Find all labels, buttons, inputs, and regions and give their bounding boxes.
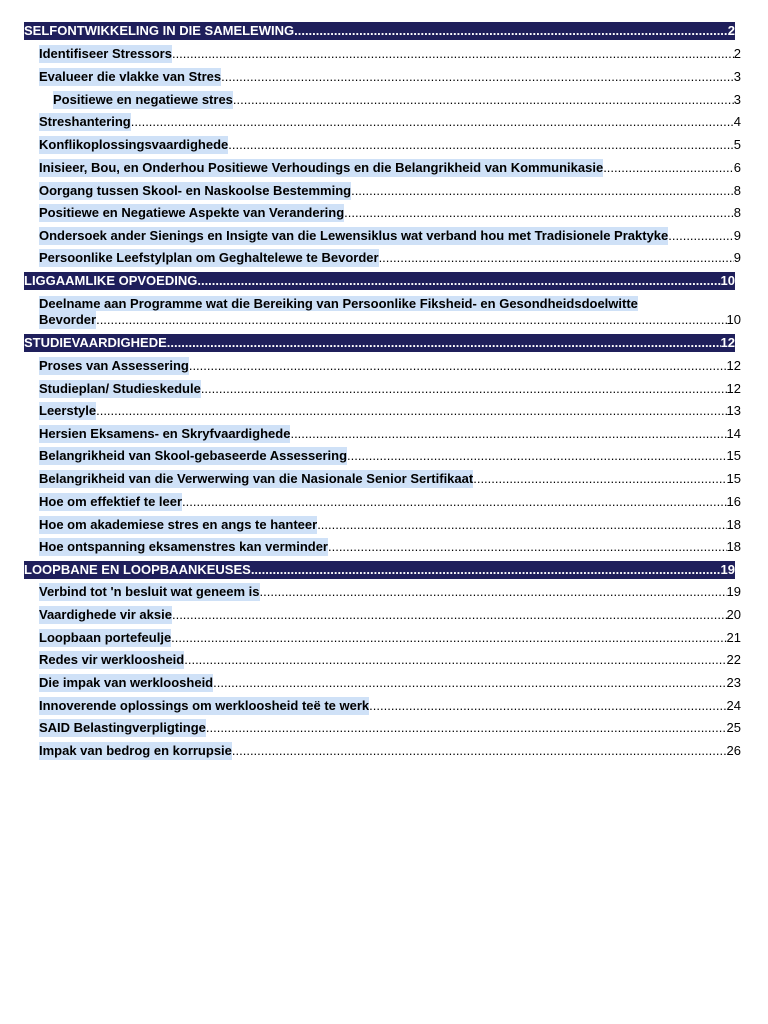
toc-page-number: 8 bbox=[733, 183, 741, 198]
toc-leader-dots bbox=[228, 136, 734, 154]
toc-leader-dots bbox=[294, 22, 728, 40]
toc-leader-dots bbox=[172, 45, 734, 63]
toc-leader-dots bbox=[96, 311, 726, 329]
toc-leader-dots bbox=[351, 182, 734, 200]
toc-entry[interactable] bbox=[0, 357, 768, 375]
toc-leader-dots bbox=[290, 425, 726, 443]
toc-entry[interactable] bbox=[0, 380, 768, 398]
toc-page-number: 14 bbox=[726, 426, 741, 441]
toc-entry-title: Belangrikheid van Skool-gebaseerde Assessering bbox=[39, 448, 348, 463]
toc-page-number: 19 bbox=[726, 584, 741, 599]
toc-page-number: 24 bbox=[726, 698, 741, 713]
toc-entry-title: Die impak van werkloosheid bbox=[39, 675, 214, 690]
toc-leader-dots bbox=[232, 742, 727, 760]
toc-page-number: 9 bbox=[733, 250, 741, 265]
toc-entry[interactable] bbox=[0, 516, 768, 534]
toc-leader-dots bbox=[251, 561, 721, 579]
toc-entry-title-line1-text: Deelname aan Programme wat die Bereiking van Persoonlike Fiksheid- en Gesondheidsdoelwitte bbox=[39, 296, 638, 311]
toc-leader-dots bbox=[96, 402, 726, 420]
toc-entry[interactable] bbox=[0, 493, 768, 511]
toc-leader-dots bbox=[131, 113, 734, 131]
toc-section-title: STUDIEVAARDIGHEDE bbox=[24, 335, 167, 350]
toc-entry[interactable] bbox=[0, 447, 768, 465]
toc-section-studievaardighede[interactable] bbox=[0, 334, 768, 352]
toc-page-number: 19 bbox=[720, 562, 735, 577]
toc-entry-title: Belangrikheid van die Verwerwing van die Nasionale Senior Sertifikaat bbox=[39, 471, 474, 486]
toc-entry[interactable] bbox=[0, 402, 768, 420]
toc-page-number: 5 bbox=[733, 137, 741, 152]
toc-leader-dots bbox=[344, 204, 734, 222]
toc-page-number: 22 bbox=[726, 652, 741, 667]
toc-entry[interactable] bbox=[0, 311, 768, 329]
toc-entry[interactable] bbox=[0, 719, 768, 737]
toc-page-number: 16 bbox=[726, 494, 741, 509]
toc-subentry[interactable] bbox=[0, 91, 768, 109]
toc-entry-title: Positiewe en negatiewe stres bbox=[53, 92, 233, 107]
toc-page-number: 9 bbox=[733, 228, 741, 243]
toc-leader-dots bbox=[328, 538, 727, 556]
toc-entry[interactable] bbox=[0, 470, 768, 488]
toc-page-number: 21 bbox=[726, 630, 741, 645]
toc-entry-title: Hoe om akademiese stres en angs te hanteer bbox=[39, 517, 318, 532]
toc-entry[interactable] bbox=[0, 68, 768, 86]
toc-entry-title: Redes vir werkloosheid bbox=[39, 652, 185, 667]
toc-leader-dots bbox=[603, 159, 734, 177]
toc-page-number: 10 bbox=[726, 312, 741, 327]
toc-page-number: 15 bbox=[726, 471, 741, 486]
toc-entry-title: Streshantering bbox=[39, 114, 131, 129]
toc-entry[interactable] bbox=[0, 45, 768, 63]
toc-page-number: 18 bbox=[726, 539, 741, 554]
toc-leader-dots bbox=[201, 380, 727, 398]
toc-entry-title: Impak van bedrog en korrupsie bbox=[39, 743, 232, 758]
toc-leader-dots bbox=[167, 334, 721, 352]
toc-entry-title: Inisieer, Bou, en Onderhou Positiewe Verhoudings en die Belangrikheid van Kommunikasie bbox=[39, 160, 604, 175]
toc-section-liggaamlike-opvoeding[interactable] bbox=[0, 272, 768, 290]
toc-page-number: 12 bbox=[726, 358, 741, 373]
toc-page-number: 25 bbox=[726, 720, 741, 735]
toc-page-number: 18 bbox=[726, 517, 741, 532]
toc-leader-dots bbox=[260, 583, 727, 601]
toc-entry[interactable] bbox=[0, 113, 768, 131]
toc-leader-dots bbox=[184, 651, 726, 669]
toc-leader-dots bbox=[182, 493, 726, 511]
toc-page-number: 4 bbox=[733, 114, 741, 129]
toc-entry[interactable] bbox=[0, 651, 768, 669]
toc-leader-dots bbox=[347, 447, 727, 465]
toc-page-number: 3 bbox=[733, 69, 741, 84]
toc-entry[interactable] bbox=[0, 227, 768, 245]
toc-leader-dots bbox=[473, 470, 726, 488]
toc-entry[interactable] bbox=[0, 674, 768, 692]
toc-leader-dots bbox=[172, 606, 727, 624]
toc-entry[interactable] bbox=[0, 204, 768, 222]
toc-section-title: LOOPBANE EN LOOPBAANKEUSES bbox=[24, 562, 251, 577]
toc-leader-dots bbox=[189, 357, 727, 375]
toc-leader-dots bbox=[668, 227, 734, 245]
toc-section-loopbane[interactable] bbox=[0, 561, 768, 579]
toc-entry-title: Vaardighede vir aksie bbox=[39, 607, 172, 622]
toc-entry[interactable] bbox=[0, 182, 768, 200]
toc-leader-dots bbox=[197, 272, 720, 290]
toc-entry-title: Studieplan/ Studieskedule bbox=[39, 381, 201, 396]
toc-entry-title: Identifiseer Stressors bbox=[39, 46, 172, 61]
toc-leader-dots bbox=[206, 719, 727, 737]
toc-entry-title: Konflikoplossingsvaardighede bbox=[39, 137, 229, 152]
toc-page-number: 23 bbox=[726, 675, 741, 690]
toc-leader-dots bbox=[233, 91, 734, 109]
toc-entry[interactable] bbox=[0, 629, 768, 647]
toc-entry[interactable] bbox=[0, 742, 768, 760]
toc-entry-title: Innoverende oplossings om werkloosheid teë te werk bbox=[39, 698, 370, 713]
toc-page-number: 6 bbox=[733, 160, 741, 175]
toc-page-number: 15 bbox=[726, 448, 741, 463]
toc-entry[interactable] bbox=[0, 249, 768, 267]
toc-leader-dots bbox=[213, 674, 726, 692]
toc-leader-dots bbox=[317, 516, 726, 534]
toc-page-number: 10 bbox=[720, 273, 735, 288]
toc-entry-title: Positiewe en Negatiewe Aspekte van Verandering bbox=[39, 205, 345, 220]
toc-page-number: 13 bbox=[726, 403, 741, 418]
toc-entry-title: Loopbaan portefeulje bbox=[39, 630, 172, 645]
toc-page-number: 2 bbox=[733, 46, 741, 61]
toc-entry[interactable] bbox=[0, 697, 768, 715]
toc-entry-title: Evalueer die vlakke van Stres bbox=[39, 69, 222, 84]
toc-entry-title: Ondersoek ander Sienings en Insigte van die Lewensiklus wat verband hou met Tradisionele Praktyke bbox=[39, 228, 669, 243]
toc-entry[interactable] bbox=[0, 136, 768, 154]
toc-page-number: 12 bbox=[726, 381, 741, 396]
toc-page-number: 20 bbox=[726, 607, 741, 622]
toc-entry-title: Verbind tot 'n besluit wat geneem is bbox=[39, 584, 260, 599]
toc-entry[interactable] bbox=[0, 606, 768, 624]
toc-entry-title: Proses van Assessering bbox=[39, 358, 189, 373]
toc-section-selfontwikkeling[interactable] bbox=[0, 22, 768, 40]
toc-page-number: 3 bbox=[733, 92, 741, 107]
toc-section-title: LIGGAAMLIKE OPVOEDING bbox=[24, 273, 198, 288]
toc-entry[interactable] bbox=[0, 583, 768, 601]
toc-entry-title: Oorgang tussen Skool- en Naskoolse Bestemming bbox=[39, 183, 352, 198]
toc-leader-dots bbox=[369, 697, 726, 715]
toc-entry[interactable] bbox=[0, 159, 768, 177]
toc-leader-dots bbox=[379, 249, 734, 267]
toc-entry-title: Persoonlike Leefstylplan om Geghaltelewe te Bevorder bbox=[39, 250, 379, 265]
toc-leader-dots bbox=[221, 68, 734, 86]
toc-entry-title: Leerstyle bbox=[39, 403, 97, 418]
toc-page-number: 2 bbox=[727, 23, 735, 38]
toc-entry-title: SAID Belastingverpligtinge bbox=[39, 720, 206, 735]
toc-entry-title: Hersien Eksamens- en Skryfvaardighede bbox=[39, 426, 291, 441]
toc-leader-dots bbox=[171, 629, 726, 647]
toc-page-number: 26 bbox=[726, 743, 741, 758]
toc-entry-title: Hoe ontspanning eksamenstres kan verminder bbox=[39, 539, 328, 554]
toc-entry-title: Hoe om effektief te leer bbox=[39, 494, 183, 509]
toc-entry[interactable] bbox=[0, 425, 768, 443]
toc-entry[interactable] bbox=[0, 538, 768, 556]
toc-section-title: SELFONTWIKKELING IN DIE SAMELEWING bbox=[24, 23, 295, 38]
toc-page-number: 8 bbox=[733, 205, 741, 220]
toc-page-number: 12 bbox=[720, 335, 735, 350]
toc-entry-title: Bevorder bbox=[39, 312, 97, 327]
